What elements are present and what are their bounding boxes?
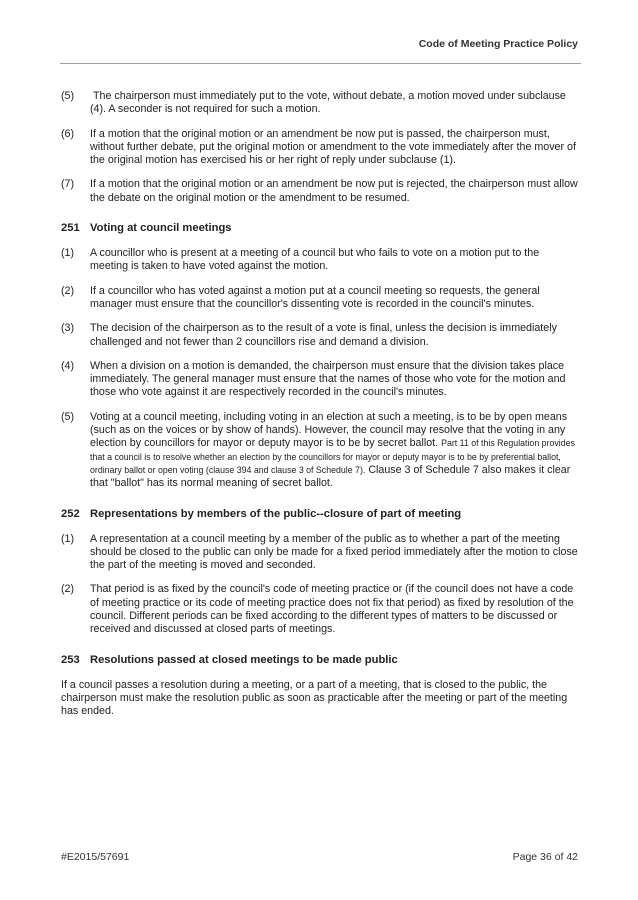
clause-main-text: Voting at a council meeting, including voting in an election at such a meeting, is to be by open means (such as on the voices or by show of hands). However, the council may resolve that the voting in any election by councillors for mayor or deputy mayor is to be by secret ballot. — [90, 410, 568, 450]
clause-text: The chairperson must immediately put to the vote, without debate, a motion moved under subclause (4). A seconder is not required for such a motion. — [90, 90, 569, 116]
clause-text: If a motion that the original motion or an amendment be now put is passed, the chairperson must, without further debate, put the original motion or amendment to the vote immediately after the mover of the original motion has exercised his or her right of reply under subclause (1). — [90, 127, 576, 167]
clause-number: (1) — [61, 247, 75, 260]
clause-text — [90, 411, 578, 491]
section-title: Resolutions passed at closed meetings to be made public — [90, 653, 398, 666]
clause-item — [61, 285, 578, 312]
clause-text: When a division on a motion is demanded, the chairperson must ensure that the division takes place immediately. The general manager must ensure that the names of those who vote for the motion and those who vote against it are respectively recorded in the council's minutes. — [90, 359, 566, 399]
section-number: 251 — [61, 222, 80, 235]
clause-item — [61, 322, 578, 349]
clause-item — [61, 247, 578, 274]
clause-item — [61, 360, 578, 400]
clause-item — [61, 583, 578, 636]
clause-note-small: Part 11 of this Regulation provides that a council is to resolve whether an election by the councillors for mayor or deputy mayor is to be by preferential ballot, ordinary ballot or open voting (clause 394 and clause 3 of Schedule 7). — [90, 438, 575, 475]
section-paragraph: If a council passes a resolution during a meeting, or a part of a meeting, that is closed to the public, the chairperson must make the resolution public as soon as practicable after the meeting or part of the meeting has ended. — [61, 678, 568, 718]
footer-document-id: #E2015/57691 — [61, 851, 130, 863]
clause-number: (6) — [61, 127, 75, 140]
section-heading-252 — [61, 507, 578, 521]
clause-text: If a motion that the original motion or an amendment be now put is rejected, the chairperson must allow the debate on the original motion or the amendment to be resumed. — [90, 178, 578, 204]
section-title: Voting at council meetings — [90, 222, 232, 235]
clause-number: (4) — [61, 359, 75, 372]
clause-text: A councillor who is present at a meeting of a council but who fails to vote on a motion put to the meeting is taken to have voted against the motion. — [90, 247, 540, 273]
clause-number: (2) — [61, 583, 75, 596]
clause-number: (5) — [61, 410, 75, 423]
clause-text: If a councillor who has voted against a motion put at a council meeting so requests, the general manager must ensure that the councillor's dissenting vote is recorded in the council's minutes. — [90, 284, 540, 310]
footer-page-number: Page 36 of 42 — [512, 851, 578, 863]
section-title: Representations by members of the public--closure of part of meeting — [90, 507, 462, 520]
clause-text: That period is as fixed by the council's code of meeting practice or (if the council does not have a code of meeting practice or its code of meeting practice does not fix that period) as fixed by resolution of the council. Different periods can be fixed according to the different types of matters to be discussed or received and discussed at closed parts of meetings. — [90, 583, 574, 636]
page-content — [61, 90, 578, 719]
clause-number: (3) — [61, 322, 75, 335]
clause-item — [61, 178, 578, 205]
clause-number: (1) — [61, 532, 75, 545]
section-number: 252 — [61, 507, 80, 520]
clause-text: The decision of the chairperson as to the result of a vote is final, unless the decision is immediately challenged and not fewer than 2 councillors rise and demand a division. — [90, 322, 557, 348]
clause-item — [61, 90, 578, 117]
clause-number: (5) — [61, 90, 75, 102]
clause-item — [61, 411, 578, 491]
clause-note-tail: Clause 3 of Schedule 7 also makes it clear that "ballot" has its normal meaning of secret ballot. — [90, 463, 571, 490]
header-divider — [60, 63, 581, 64]
clause-item — [61, 128, 578, 168]
clause-number: (7) — [61, 178, 75, 191]
section-heading-253 — [61, 653, 578, 667]
clause-number: (2) — [61, 284, 75, 297]
header-title: Code of Meeting Practice Policy — [418, 38, 578, 50]
section-number: 253 — [61, 653, 80, 666]
section-heading-251 — [61, 221, 578, 235]
clause-text: A representation at a council meeting by a member of the public as to whether a part of the meeting should be closed to the public can only be made for a fixed period immediately after the motion to close the part of the meeting is moved and seconded. — [90, 532, 578, 572]
clause-item — [61, 533, 578, 573]
